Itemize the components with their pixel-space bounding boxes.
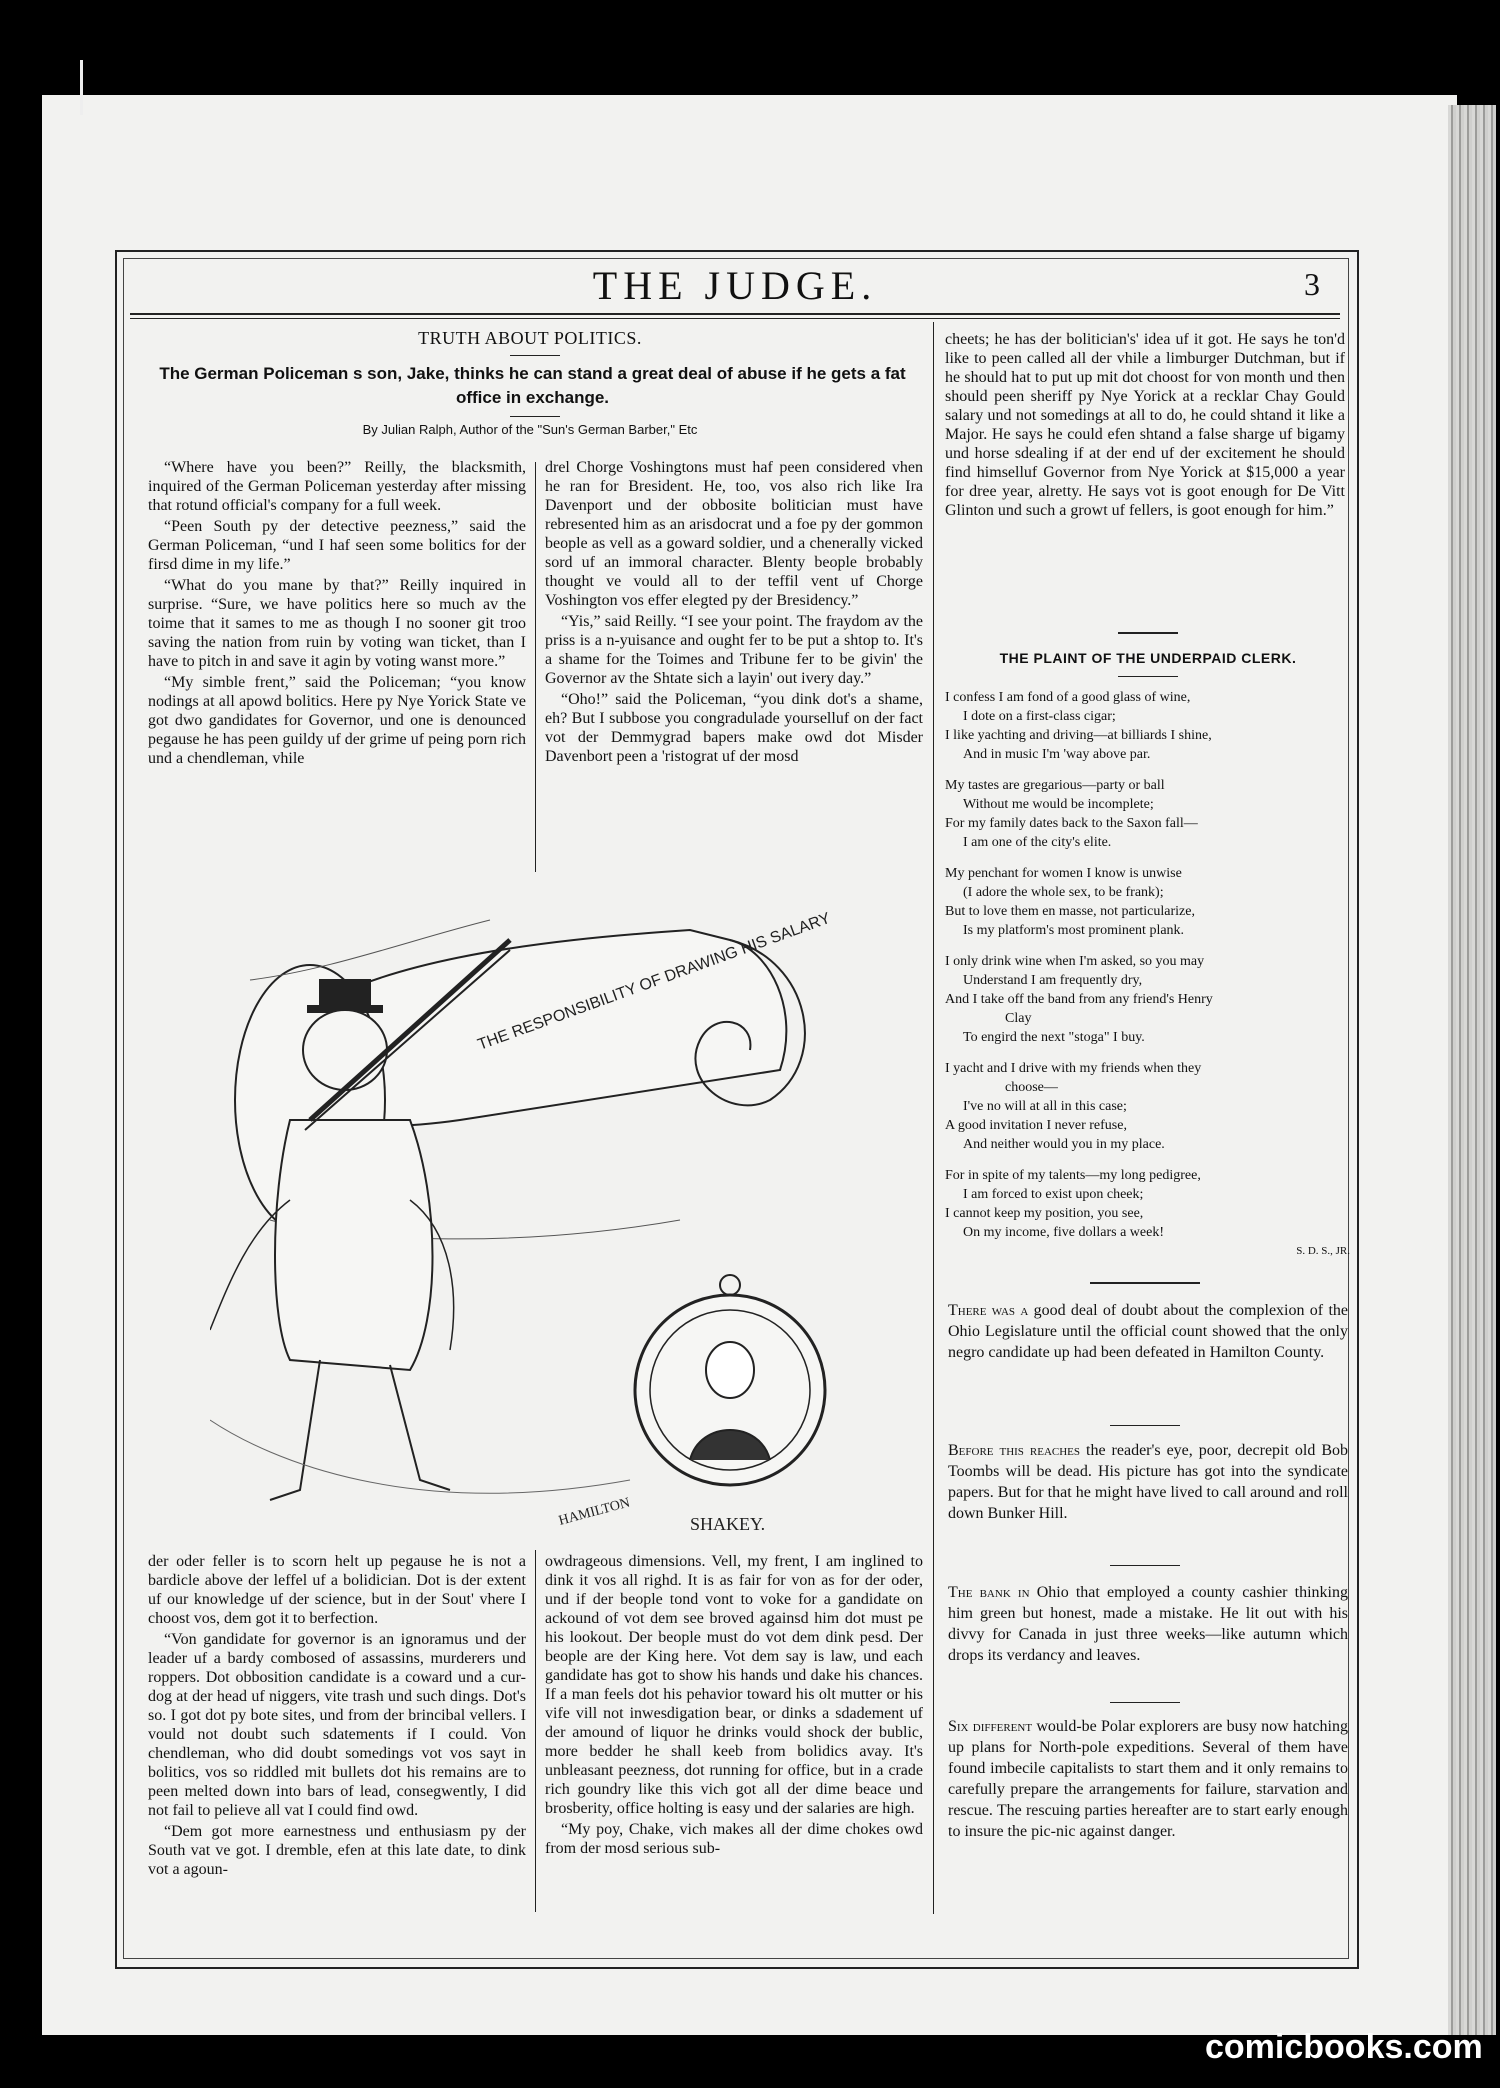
- paragraph-lead: There was a: [948, 1302, 1029, 1319]
- title-rule: [510, 355, 560, 356]
- poem-title: THE PLAINT OF THE UNDERPAID CLERK.: [999, 650, 1297, 666]
- poem-line: On my income, five dollars a week!: [963, 1225, 1164, 1240]
- section-rule: [1110, 1565, 1180, 1566]
- site-watermark: comicbooks.com: [1205, 2028, 1483, 2066]
- poem-line: choose—: [1005, 1080, 1058, 1095]
- poem-line: A good invitation I never refuse,: [945, 1118, 1127, 1133]
- paragraph-polar: [948, 1716, 1348, 1842]
- poem-line: My tastes are gregarious—party or ball: [945, 778, 1165, 793]
- paragraph: “Yis,” said Reilly. “I see your point. The fraydom av the priss is a n-yuisance and ought fer to be put a shtop to. It's a shame for the Toimes and Tribune fer to be givin' the Governor av the Shtate sich a layin' out ivery day.”: [545, 613, 923, 687]
- paragraph-toombs: [948, 1440, 1348, 1524]
- poem-line: For my family dates back to the Saxon fall—: [945, 816, 1198, 831]
- article-deck: The German Policeman s son, Jake, thinks he can stand a great deal of abuse if he gets a fat office in exchange.: [159, 364, 906, 407]
- article-title: TRUTH ABOUT POLITICS.: [418, 328, 642, 348]
- paragraph-lead: The bank in: [948, 1584, 1030, 1601]
- artist-signature: HAMILTON: [557, 1495, 632, 1529]
- medallion-drawing: [635, 1275, 825, 1485]
- paragraph-lead: Six different: [948, 1718, 1033, 1735]
- poem-line: Understand I am frequently dry,: [963, 973, 1143, 988]
- medallion-label: SHAKEY.: [690, 1514, 766, 1534]
- article-column-2-bottom: [545, 1552, 923, 1912]
- section-rule: [1118, 632, 1178, 634]
- masthead-rule-thin: [130, 318, 1340, 319]
- poem-title-rule: [1118, 676, 1178, 677]
- column-divider-right: [933, 322, 934, 1914]
- poem-line: I've no will at all in this case;: [963, 1099, 1127, 1114]
- page-edge-stack: [1448, 105, 1496, 2035]
- poem-line: My penchant for women I know is unwise: [945, 866, 1182, 881]
- poem-stanza: [945, 688, 1350, 764]
- poem-line: I am forced to exist upon cheek;: [963, 1187, 1144, 1202]
- masthead-title: THE JUDGE.: [592, 263, 878, 308]
- poem-line: And in music I'm 'way above par.: [963, 747, 1151, 762]
- paragraph-text: would-be Polar explorers are busy now hatching up plans for North-pole expeditions. Several of them have found imbecile capitalists to start them and it only remains to carefully prepare the arrangements for failure, starvation and rescue. The rescuing parties hereafter are to start early enough to insure the pic-nic against danger.: [948, 1718, 1348, 1840]
- poem-line: I yacht and I drive with my friends when they: [945, 1061, 1202, 1076]
- masthead: [130, 262, 1340, 308]
- deck-rule: [510, 416, 560, 417]
- binding-mark: [80, 60, 83, 115]
- poem-line: I confess I am fond of a good glass of wine,: [945, 690, 1191, 705]
- article-column-2: [545, 458, 923, 873]
- poem-line: I dote on a first-class cigar;: [963, 709, 1116, 724]
- masthead-rule: [130, 313, 1340, 315]
- poem-line: For in spite of my talents—my long pedigree,: [945, 1168, 1201, 1183]
- paragraph: der oder feller is to scorn helt up pegause he is not a bardicle above der leffel uf a bolidician. Dot is der extent uf our knowledge uf der science, but in der Sout' vhere I choost vos, dem got it to berfection.: [148, 1553, 526, 1627]
- poem-line: To engird the next "stoga" I buy.: [963, 1030, 1145, 1045]
- paragraph-text: the reader's eye, poor, decrepit old Bob Toombs will be dead. His picture has got into the syndicate papers. But for that he might have lived to call around and roll down Bunker Hill.: [948, 1442, 1349, 1522]
- paragraph-ohio: [948, 1300, 1348, 1363]
- poem-stanza: [945, 864, 1350, 940]
- cartoon-illustration: [210, 900, 900, 1540]
- paragraph: drel Chorge Voshingtons must haf peen considered vhen he ran for Bresident. He, too, vos also rich like Ira Davenport und der obbosite bolitician must have rebresented him as an arisdocrat und a foe py der gommon beople as vell as a goward soldier, und a chenerally vicked sord uf an immoral character. Blenty beople brobably thought ve vould all to der teffil vent uf Chorge Voshington vos effer elegted py der Bresidency.”: [545, 459, 923, 609]
- article-column-3: [945, 330, 1345, 625]
- article-column-1: [148, 458, 526, 873]
- poem-line: And I take off the band from any friend's Henry: [945, 992, 1213, 1007]
- paragraph: “Oho!” said the Policeman, “you dink dot's a shame, eh? But I subbose you congradulade yourselluf on der fact vot der Demmygrad bapers make owd dot Misder Davenbort peen a 'ristograt uf der mosd: [545, 691, 923, 765]
- poem-line: I only drink wine when I'm asked, so you may: [945, 954, 1205, 969]
- column-divider-top: [535, 462, 536, 872]
- poem-line: Is my platform's most prominent plank.: [963, 923, 1185, 938]
- paragraph: “Von gandidate for governor is an ignoramus und der leader uf a bardy combosed of assassins, murderers und roppers. Dot obbosition candidate is a coward und a cur-dog at der head uf niggers, vite trash und such dings. Dot's so. I got dot py bote sites, und from der brincibal vellers. I vould not doubt such sdatements if I could. Von chendleman, who did doubt somedings vot vos sayt in bolitics, vos so riddled mit bullets dot his remains are to peen melted down into bars of lead, consegwently, I did not fail to pelieve all vat I could find owd.: [148, 1631, 526, 1819]
- paragraph: owdrageous dimensions. Vell, my frent, I am inglined to dink it vos all righd. It is as fair for von as for der oder, und if der beople tond vont to voke for a gandidate on ackound of vot dem see broved againsd him dot must pe his lookout. Der beople must do vot dem dink pesd. Der beople are der King here. Vot dem say is law, und each gandidate has got to show his hands und dake his chances. If a man feels dot his pehavior toward his olt mutter or his vife vill not inwesdigation bear, or dinks a sdadement uf der amound of liquor he drinks vould shock der bublic, more bedder he shall keeb from bolidics avay. It's unbleasant peezness, dot running for office, but in a crade rich goundry like this vich got all der dime beace und brosberity, office holting is easy und der salaries are high.: [545, 1553, 923, 1817]
- poem-stanza: [945, 776, 1350, 852]
- paragraph: “My poy, Chake, vich makes all der dime chokes owd from der mosd serious sub-: [545, 1821, 923, 1857]
- paragraph: “Dem got more earnestness und enthusiasm py der South vat ve got. I dremble, efen at this late date, to dink vot a agoun-: [148, 1823, 526, 1878]
- poem-line: Without me would be incomplete;: [963, 797, 1154, 812]
- poem-line: But to love them en masse, not particularize,: [945, 904, 1195, 919]
- article-column-1-bottom: [148, 1552, 526, 1912]
- article-byline: By Julian Ralph, Author of the "Sun's German Barber," Etc: [362, 422, 698, 437]
- poem-line: And neither would you in my place.: [963, 1137, 1165, 1152]
- poem-line: (I adore the whole sex, to be frank);: [963, 885, 1164, 900]
- page-number: 3: [1304, 266, 1320, 302]
- paragraph: cheets; he has der bolitician's' idea uf it got. He says he ton'd like to peen called all der vhile a limburger Dutchman, but if he should hat to put up mit dot choost for von month und then should peen sheriff py Nye Yorick at a recklar Chay Gould salary und not somedings at all to do, he could shtand it like a Major. He says he could efen shtand a false sharge uf bigamy und horse sdealing if at der end uf der excitement he should find himselluf Governor from Nye Yorick at $15,000 a year for dree year, alretty. He says vot is goot enough for De Vitt Glinton und such a growt uf fellers, is goot enough for him.”: [945, 331, 1345, 519]
- poem-stanza: [945, 1166, 1350, 1242]
- poem-stanza: [945, 1059, 1350, 1154]
- paragraph-text: good deal of doubt about the complexion of the Ohio Legislature until the official count showed that the only negro candidate up had been defeated in Hamilton County.: [948, 1302, 1348, 1361]
- poem-signature: S. D. S., JR.: [1296, 1245, 1350, 1257]
- poem-line: I am one of the city's elite.: [963, 835, 1112, 850]
- poem-line: I cannot keep my position, you see,: [945, 1206, 1144, 1221]
- section-rule: [1110, 1702, 1180, 1703]
- section-rule: [1090, 1282, 1200, 1284]
- poem: [945, 688, 1350, 1261]
- paragraph-bank: [948, 1582, 1348, 1666]
- paragraph-lead: Before this reaches: [948, 1442, 1081, 1459]
- poem-line: I like yachting and driving—at billiards I shine,: [945, 728, 1212, 743]
- paragraph: “My simble frent,” said the Policeman; “you know nodings at all apowd bolitics. Here py Nye Yorick State ve got dwo gandidates for Governor, und one is denounced pegause he has peen guildy uf der grime uf peing porn rich und a chendleman, vhile: [148, 674, 526, 767]
- poem-stanza: [945, 952, 1350, 1047]
- paragraph-text: Ohio that employed a county cashier thinking him green but honest, made a mistake. He lit out with his divvy for Canada in just three weeks—like autumn which drops its verdancy and leaves.: [948, 1584, 1348, 1664]
- column-divider-bottom: [535, 1550, 536, 1912]
- paragraph: “What do you mane by that?” Reilly inquired in surprise. “Sure, we have politics here so much av the toime that it sames to me as though I no sooner git troo saving the nation from ruin by voting wan ticket, than I have to pitch in and save it agin by voting wanst more.”: [148, 577, 526, 670]
- paragraph: “Where have you been?” Reilly, the blacksmith, inquired of the German Policeman yesterday after missing that rotund official's company for a full week.: [148, 459, 526, 514]
- poem-line: Clay: [1005, 1011, 1032, 1026]
- scroll-caption: THE RESPONSIBILITY OF DRAWING HIS SALARY: [475, 909, 833, 1054]
- section-rule: [1110, 1425, 1180, 1426]
- paragraph: “Peen South py der detective peezness,” said the German Policeman, “und I haf seen some bolitics for der firsd dime in my life.”: [148, 518, 526, 573]
